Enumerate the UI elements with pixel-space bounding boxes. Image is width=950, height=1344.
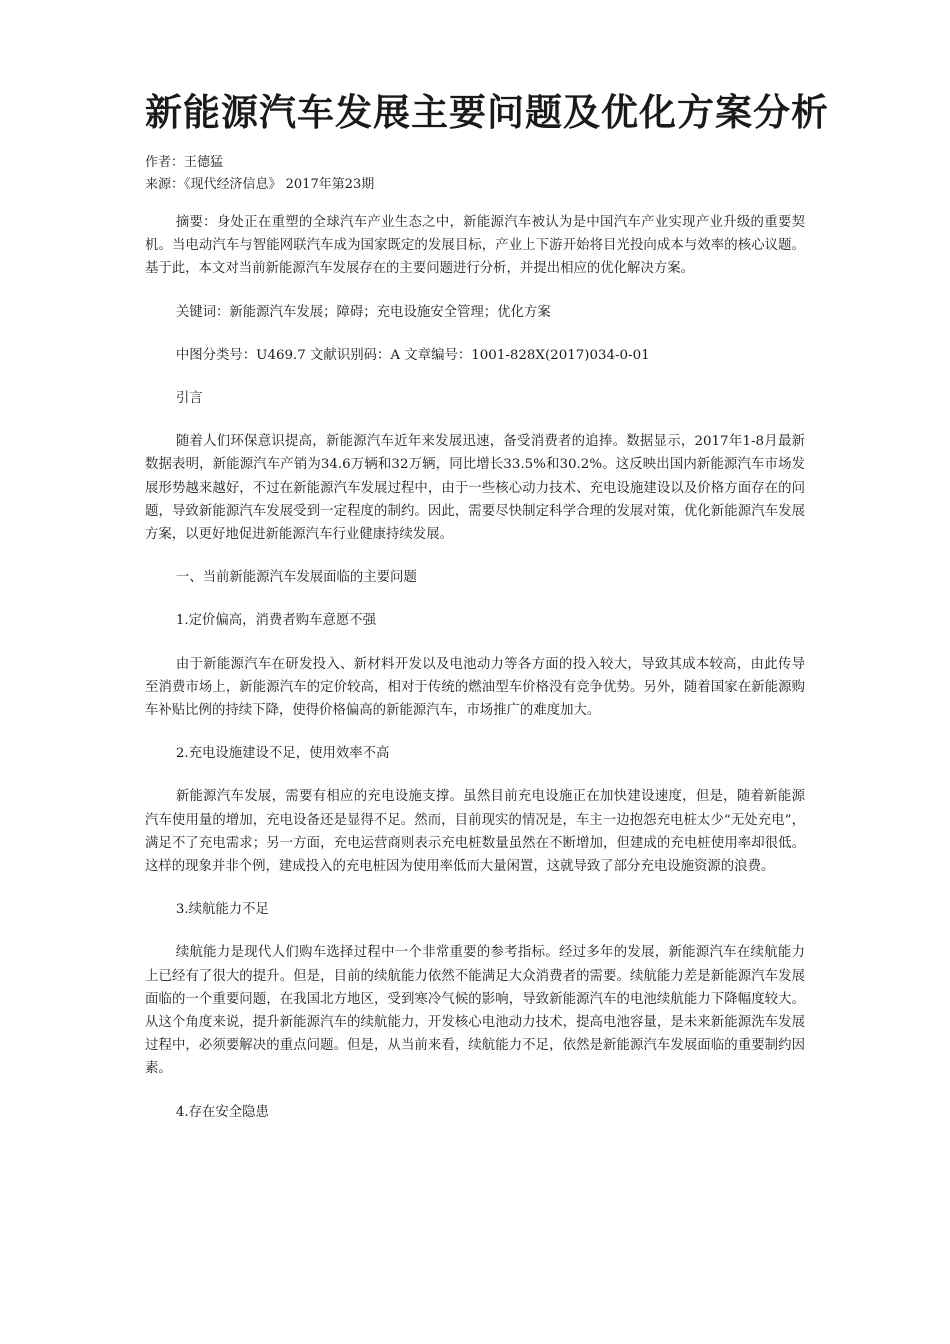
classification-paragraph: 中图分类号：U469.7 文献识别码：A 文章编号：1001-828X(2017)034-0-01 xyxy=(175,347,650,363)
article-title: 新能源汽车发展主要问题及优化方案分析 xyxy=(145,90,829,134)
section-1-heading: 一、当前新能源汽车发展面临的主要问题 xyxy=(175,570,417,586)
subsection-3-paragraph: 续航能力是现代人们购车选择过程中一个非常重要的参考指标。经过多年的发展，新能源汽车在续航能力上已经有了很大的提升。但是，目前的续航能力依然不能满足大众消费者的需要。续航能力差是新能源汽车发展面临的一个重要问题，在我国北方地区，受到寒冷气候的影响，导致新能源汽车的电池续航能力下降幅度较大。从这个角度来说，提升新能源汽车的续航能力，开发核心电池动力技术，提高电池容量，是未来新能源洗车发展过程中，必须要解决的重点问题。但是，从当前来看，续航能力不足，依然是新能源汽车发展面临的重要制约因素。 xyxy=(145,945,805,1077)
keywords-paragraph: 关键词：新能源汽车发展；障碍；充电设施安全管理；优化方案 xyxy=(175,304,551,320)
subsection-2-heading: 2.充电设施建设不足，使用效率不高 xyxy=(175,746,390,762)
subsection-1-heading: 1.定价偏高，消费者购车意愿不强 xyxy=(175,613,377,629)
abstract-paragraph: 摘要：身处正在重塑的全球汽车产业生态之中，新能源汽车被认为是中国汽车产业实现产业升级的重要契机。当电动汽车与智能网联汽车成为国家既定的发展目标，产业上下游开始将目光投向成本与效率的核心议题。基于此，本文对当前新能源汽车发展存在的主要问题进行分析，并提出相应的优化解决方案。 xyxy=(145,215,805,277)
intro-paragraph: 随着人们环保意识提高，新能源汽车近年来发展迅速，备受消费者的追捧。数据显示，2017年1-8月最新数据表明，新能源汽车产销为34.6万辆和32万辆，同比增长33.5%和30.2%。这反映出国内新能源汽车市场发展形势越来越好，不过在新能源汽车发展过程中，由于一些核心动力技术、充电设施建设以及价格方面存在的问题，导致新能源汽车发展受到一定程度的制约。因此，需要尽快制定科学合理的发展对策，优化新能源汽车发展方案，以更好地促进新能源汽车行业健康持续发展。 xyxy=(145,434,805,543)
subsection-1-paragraph: 由于新能源汽车在研发投入、新材料开发以及电池动力等各方面的投入较大，导致其成本较高，由此传导至消费市场上，新能源汽车的定价较高，相对于传统的燃油型车价格没有竞争优势。另外，随着国家在新能源购车补贴比例的持续下降，使得价格偏高的新能源汽车，市场推广的难度加大。 xyxy=(145,656,805,719)
article-body xyxy=(145,211,805,1144)
subsection-4-heading: 4.存在安全隐患 xyxy=(175,1104,269,1120)
subsection-2-paragraph: 新能源汽车发展，需要有相应的充电设施支撑。虽然目前充电设施正在加快建设速度，但是，随着新能源汽车使用量的增加，充电设备还是显得不足。然而，目前现实的情况是，车主一边抱怨充电桩太少“无处充电”，满足不了充电需求；另一方面，充电运营商则表示充电桩数量虽然在不断增加，但建成的充电桩使用率却很低。这样的现象并非个例，建成投入的充电桩因为使用率低而大量闲置，这就导致了部分充电设施资源的浪费。 xyxy=(145,789,805,875)
subsection-3-heading: 3.续航能力不足 xyxy=(175,902,269,918)
source-line: 来源：《现代经济信息》 2017年第23期 xyxy=(145,177,375,192)
author-line: 作者：王德猛 xyxy=(145,155,224,170)
intro-heading: 引言 xyxy=(175,391,203,407)
